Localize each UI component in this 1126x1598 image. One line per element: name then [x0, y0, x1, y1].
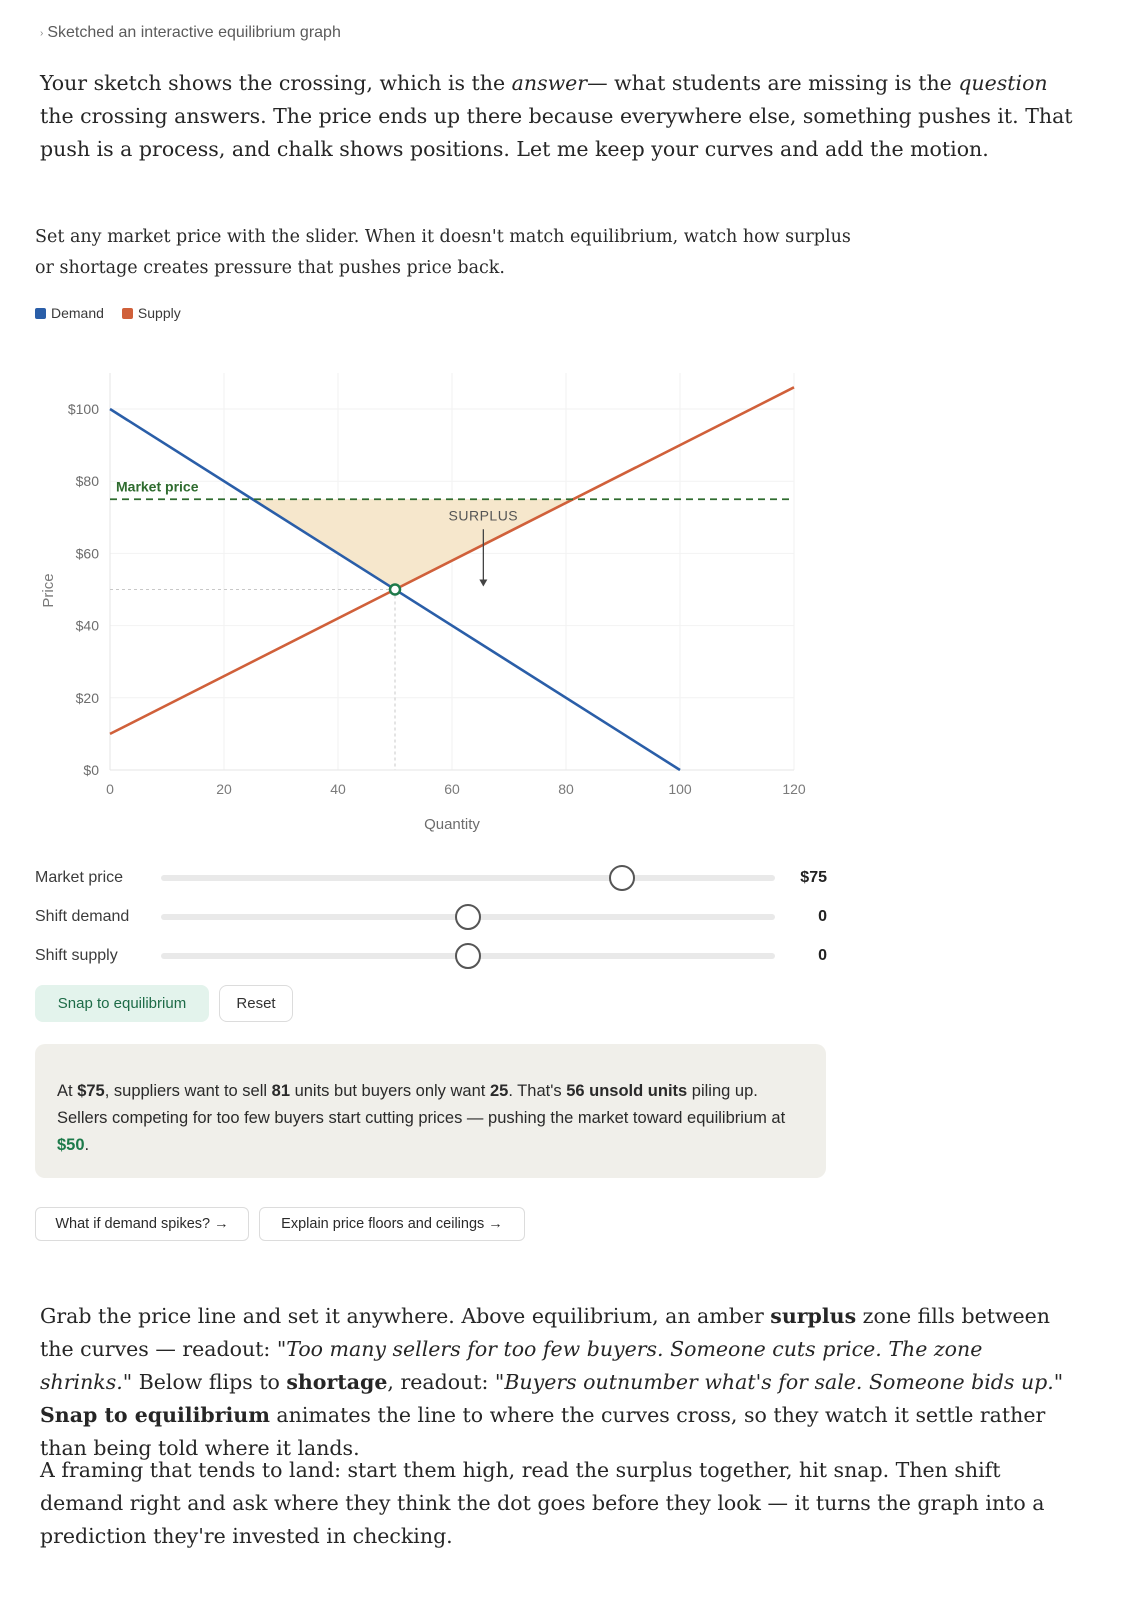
- legend-item-supply: Supply: [122, 305, 181, 321]
- y-axis-title: Price: [40, 573, 57, 608]
- x-tick-label: 80: [558, 781, 574, 797]
- x-tick-label: 120: [782, 781, 806, 797]
- market-price-label: Market price: [35, 869, 124, 886]
- intro-paragraph: Your sketch shows the crossing, which is the answer— what students are missing is the question the crossing answers. The price ends up there because everywhere else, something pushes it. That push is a process, and chalk shows positions. Let me keep your curves and add the motion.: [40, 71, 1073, 161]
- y-tick-label: $0: [83, 762, 99, 778]
- y-tick-label: $40: [75, 617, 99, 634]
- reset-button[interactable]: Reset: [219, 985, 293, 1022]
- legend-item-demand: Demand: [35, 305, 104, 321]
- market-price-value: $75: [800, 869, 827, 886]
- shift-supply-label: Shift supply: [35, 947, 118, 964]
- chart-legend: [35, 305, 181, 321]
- x-tick-label: 20: [216, 781, 232, 797]
- shift-demand-slider-thumb[interactable]: [455, 904, 481, 930]
- thinking-toggle[interactable]: [40, 24, 341, 42]
- x-tick-label: 40: [330, 781, 346, 797]
- x-tick-label: 100: [668, 781, 692, 797]
- equilibrium-point: [390, 585, 400, 595]
- shift-demand-value: 0: [818, 908, 827, 925]
- y-tick-label: $20: [75, 689, 99, 706]
- shift-demand-label: Shift demand: [35, 908, 130, 925]
- market-price-slider-thumb[interactable]: [609, 865, 635, 891]
- shift-supply-slider-thumb[interactable]: [455, 943, 481, 969]
- equilibrium-chart[interactable]: [0, 360, 840, 840]
- widget-intro: Set any market price with the slider. When it doesn't match equilibrium, watch how surplus or shortage creates pressure that pushes price back.: [35, 227, 851, 278]
- surplus-zone: [253, 499, 574, 589]
- suggestion-price-floors[interactable]: Explain price floors and ceilings →: [259, 1207, 525, 1241]
- y-tick-label: $80: [75, 473, 99, 490]
- shift-demand-control: [35, 902, 835, 932]
- market-price-slider[interactable]: [161, 875, 775, 881]
- shift-supply-control: [35, 941, 835, 971]
- chevron-right-icon: ›: [40, 27, 44, 39]
- explanation-paragraph-2: A framing that tends to land: start them high, read the surplus together, hit snap. Then shift demand right and ask where they think the dot goes before they look — it turns the graph into a prediction they're invested in checking.: [40, 1458, 1045, 1548]
- x-axis-title: Quantity: [424, 816, 480, 833]
- y-tick-label: $100: [67, 401, 99, 417]
- legend-swatch-supply: [122, 308, 133, 319]
- surplus-arrow-head: [479, 580, 487, 587]
- x-tick-label: 0: [106, 781, 114, 797]
- snap-to-equilibrium-button[interactable]: Snap to equilibrium: [35, 985, 209, 1022]
- thinking-toggle-label: Sketched an interactive equilibrium graph: [47, 24, 341, 41]
- shift-supply-slider[interactable]: [161, 953, 775, 959]
- readout-panel: At $75, suppliers want to sell 81 units but buyers only want 25. That's 56 unsold units piling up. Sellers competing for too few buyers start cutting prices — pushing the market toward equilibrium at $50.: [35, 1044, 826, 1178]
- y-tick-label: $60: [75, 545, 99, 562]
- x-tick-label: 60: [444, 781, 460, 797]
- suggestion-demand-spikes[interactable]: What if demand spikes? →: [35, 1207, 249, 1241]
- surplus-label: SURPLUS: [448, 507, 519, 524]
- legend-swatch-demand: [35, 308, 46, 319]
- market-price-control: [35, 863, 835, 893]
- shift-supply-value: 0: [818, 947, 827, 964]
- shift-demand-slider[interactable]: [161, 914, 775, 920]
- market-price-line-label: Market price: [116, 478, 199, 495]
- explanation-paragraph-1: Grab the price line and set it anywhere. Above equilibrium, an amber surplus zone fills between the curves — readout: "Too many sellers for too few buyers. Someone cuts price. The zone shrinks." Below flips to shortage, readout: "Buyers outnumber what's for sale. Someone bids up." Snap to equilibrium animates the line to where the curves cross, so they watch it settle rather than being told where it lands.: [40, 1304, 1064, 1460]
